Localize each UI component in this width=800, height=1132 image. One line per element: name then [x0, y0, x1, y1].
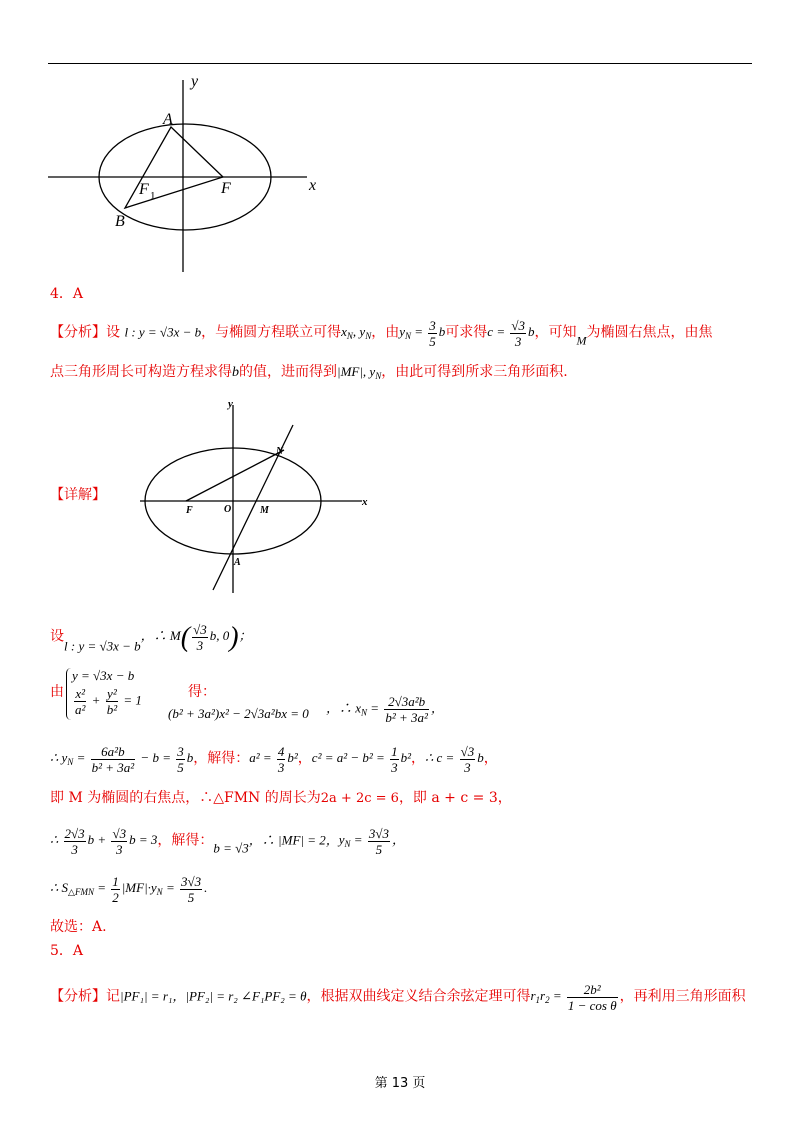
detail-xn: ，∴ $x_N$ = $\frac{\text{2√3a²b}}{\text{b² + 3a²}}$ ，	[326, 694, 444, 725]
detail-line-4: 即 M 为椭圆的右焦点，∴△FMN 的周长为2a + 2c = 6，即 a + c = 3，	[50, 790, 512, 806]
analysis-4-line-2: 点三角形周长可构造方程求得b的值，进而得到|MF|, $y_N$，由此可得到所求三角形面积.	[50, 364, 568, 381]
fig2-point-M: M	[260, 505, 269, 516]
analysis-tag: 【分析】	[50, 324, 106, 341]
fig2-point-A: A	[234, 557, 241, 568]
detail-line-5: ∴ $\frac{2√3}{3}$ b + $\frac{√3}{3}$ b = 3，解得：b = √3，∴ |MF| = 2，$y_N$ = $\frac{3√3}{5}$ ，	[50, 826, 405, 857]
fig1-point-F: F	[221, 180, 231, 197]
fig1-point-F1: F	[139, 181, 149, 198]
analysis-vars-mf-yn: |MF|, $y_N$	[337, 364, 382, 381]
figure-ellipse-triangle	[45, 70, 335, 275]
analysis-4-line-1: 【分析】设 l : y = √3x − b，与椭圆方程联立可得$x_N$, $y_N$，由$y_N$ = $\frac{3}{5}$ b可求得c = $\frac{√3}{3}$ b，可知M为椭圆右焦点，由焦	[50, 318, 713, 349]
fig2-x-label: x	[362, 496, 368, 508]
detail-system-eq2: $\frac{\text{x²}}{\text{a²}}$ + $\frac{\text{y²}}{\text{b²}}$ = 1	[75, 686, 142, 717]
question-5-answer: 5．A	[50, 943, 84, 959]
detail-line-1: 设l : y = √3x − b，∴ M( $\frac{√3}{3}$ b, 0)；	[50, 622, 252, 654]
detail-point-M: ，∴ M( $\frac{√3}{3}$ b, 0)；	[140, 622, 252, 654]
detail-choose: 故选：A.	[50, 919, 107, 935]
analysis-eq-yn: $y_N$ = $\frac{3}{5}$ b	[399, 318, 446, 349]
analysis-eq-c: c = $\frac{√3}{3}$ b	[487, 318, 535, 349]
fig1-point-B: B	[115, 213, 125, 230]
detail-system-brace	[66, 668, 71, 720]
detail-line-3: ∴ $y_N$ = $\frac{\text{6a²b}}{\text{b² + 3a²}}$ − b = $\frac{3}{5}$ b，解得：a² = $\frac{4}{3}$ b²，c² = a² − b² = $\frac{1}{3}$ b²，∴ c = $\frac{√3}{3}$ b，	[50, 744, 498, 775]
fig2-point-F: F	[186, 505, 193, 516]
analysis-point-M: M	[576, 333, 587, 348]
fig1-point-A: A	[163, 111, 173, 128]
analysis-vars-xn-yn: $x_N$, $y_N$	[341, 324, 372, 342]
fig1-point-F1-sub: 1	[150, 190, 156, 202]
question-4-answer: 4．A	[50, 286, 84, 302]
fig2-point-N: N	[276, 446, 284, 457]
page-number: 第 13 页	[374, 1076, 426, 1091]
analysis-5-eq2: $r_1r_2$ = $\frac{\text{2b²}}{\text{1 − cos θ}}$	[530, 982, 617, 1013]
detail-tag: 【详解】	[50, 487, 106, 503]
analysis-eq-line: l : y = √3x − b	[124, 324, 202, 340]
analysis-5-line-1: 【分析】记|PF₁| = r₁，|PF₂| = r₂ ∠F₁PF₂ = θ，根据双曲线定义结合余弦定理可得$r_1r_2$ = $\frac{\text{2b²}}{\text{1 − cos θ}}$ ，再利用三角形面积	[50, 982, 746, 1013]
figure-ellipse-line	[140, 395, 380, 595]
fig1-y-label: y	[191, 73, 199, 90]
fig1-x-label: x	[309, 177, 317, 194]
fig2-point-O: O	[224, 504, 232, 515]
header-rule	[48, 63, 752, 64]
detail-line-6: ∴ $S_{\triangle FMN}$ = $\frac{1}{2}$ $|MF|\cdot y_N$ = $\frac{3√3}{5}$ .	[50, 874, 208, 905]
fig2-y-label: y	[228, 398, 233, 410]
